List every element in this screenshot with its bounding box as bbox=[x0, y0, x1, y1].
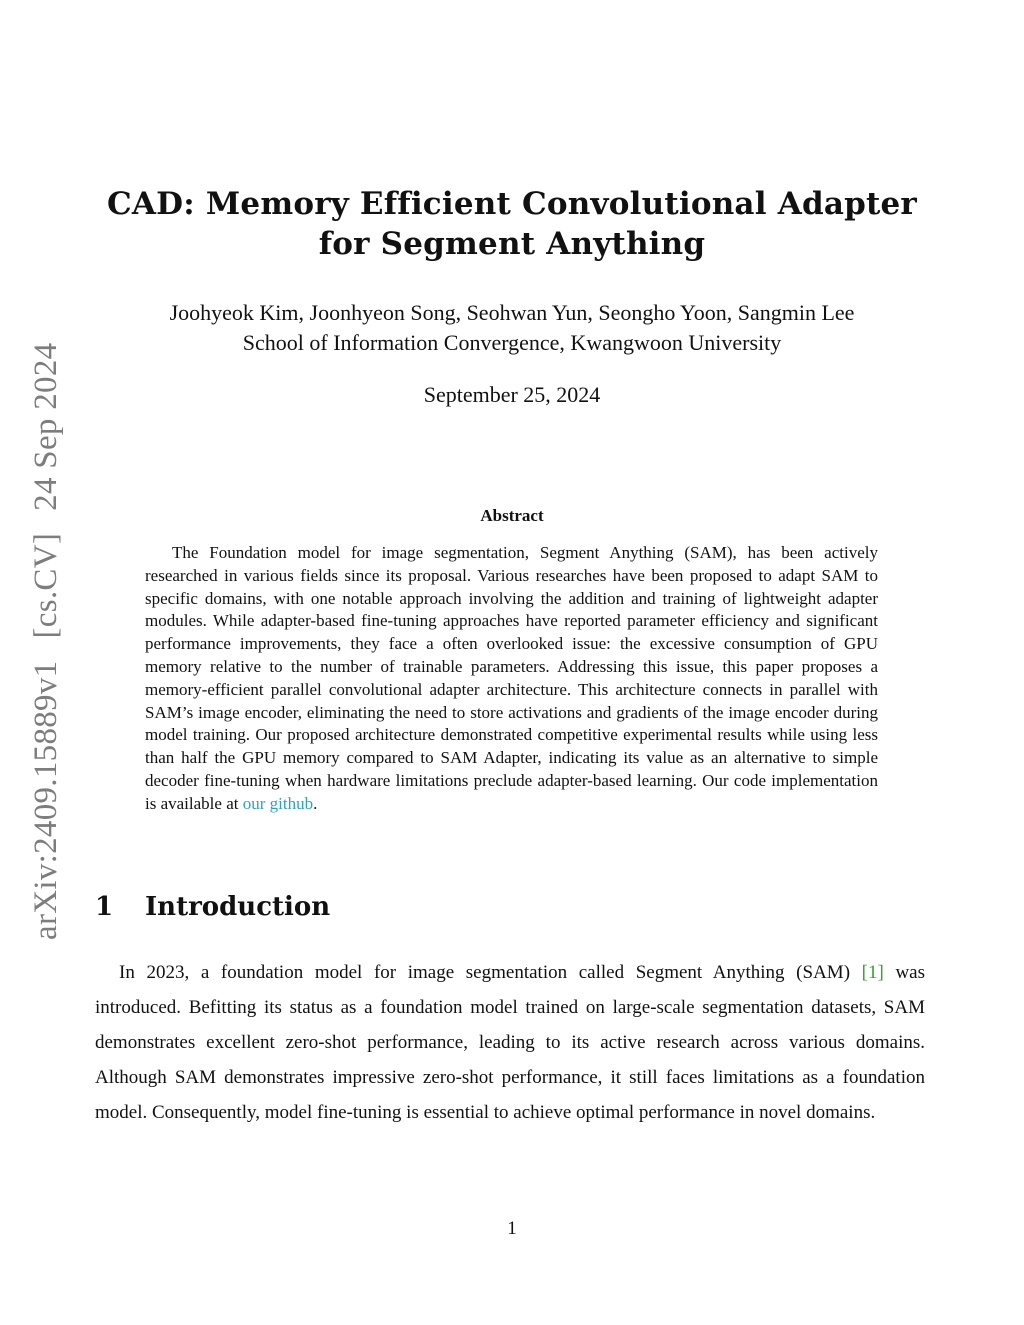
arxiv-category: [cs.CV] bbox=[28, 532, 64, 639]
paper-title bbox=[0, 184, 1024, 264]
arxiv-id[interactable]: arXiv:2409.15889v1 bbox=[28, 660, 64, 940]
publication-date: September 25, 2024 bbox=[423, 382, 601, 407]
abstract-text bbox=[145, 542, 878, 816]
intro-text-rest: was introduced. Befitting its status as a foundation model trained on large-scale segmentation datasets, SAM demonstrates excellent zero-shot performance, leading to its active research across various domains. Although SAM demonstrates impressive zero-shot performance, it still faces limitations as a foundation model. Consequently, model fine-tuning is essential to achieve optimal performance in novel domains. bbox=[95, 962, 925, 1123]
intro-text-start: In 2023, a foundation model for image segmentation called Segment Anything (SAM) bbox=[119, 962, 862, 983]
affiliation: School of Information Convergence, Kwangwoon University bbox=[242, 330, 782, 355]
abstract-body-text: The Foundation model for image segmentation, Segment Anything (SAM), has been actively researched in various fields since its proposal. Various researches have been proposed to adapt SAM to specific domains, with one notable approach involving the addition and training of lightweight adapter modules. While adapter-based fine-tuning approaches have reported parameter efficiency and significant performance improvements, they face a often overlooked issue: the excessive consumption of GPU memory relative to the number of trainable parameters. Addressing this issue, this paper proposes a memory-efficient parallel convolutional adapter architecture. This architecture connects in parallel with SAM’s image encoder, eliminating the need to store activations and gradients of the image encoder during model training. Our proposed architecture demonstrated competitive experimental results while using less than half the GPU memory compared to SAM Adapter, indicating its value as an alternative to simple decoder fine-tuning when hardware limitations preclude adapter-based learning. Our code implementation is available at bbox=[145, 543, 878, 813]
arxiv-identifier-stamp bbox=[28, 321, 65, 940]
arxiv-date: 24 Sep 2024 bbox=[28, 342, 64, 511]
abstract-end-punctuation: . bbox=[313, 793, 318, 813]
title-line-2: for Segment Anything bbox=[318, 226, 706, 262]
citation-link[interactable]: [1] bbox=[861, 962, 884, 983]
introduction-paragraph bbox=[95, 955, 925, 1130]
title-line-1: CAD: Memory Efficient Convolutional Adapter bbox=[107, 186, 917, 222]
abstract-heading: Abstract bbox=[480, 506, 544, 525]
section-number: 1 bbox=[95, 892, 114, 922]
github-link[interactable]: our github bbox=[242, 793, 314, 813]
section-title: Introduction bbox=[145, 892, 331, 922]
page-number: 1 bbox=[507, 1218, 517, 1239]
author-list: Joohyeok Kim, Joonhyeon Song, Seohwan Yun, Seongho Yoon, Sangmin Lee bbox=[169, 300, 855, 325]
section-heading-introduction bbox=[95, 892, 330, 922]
